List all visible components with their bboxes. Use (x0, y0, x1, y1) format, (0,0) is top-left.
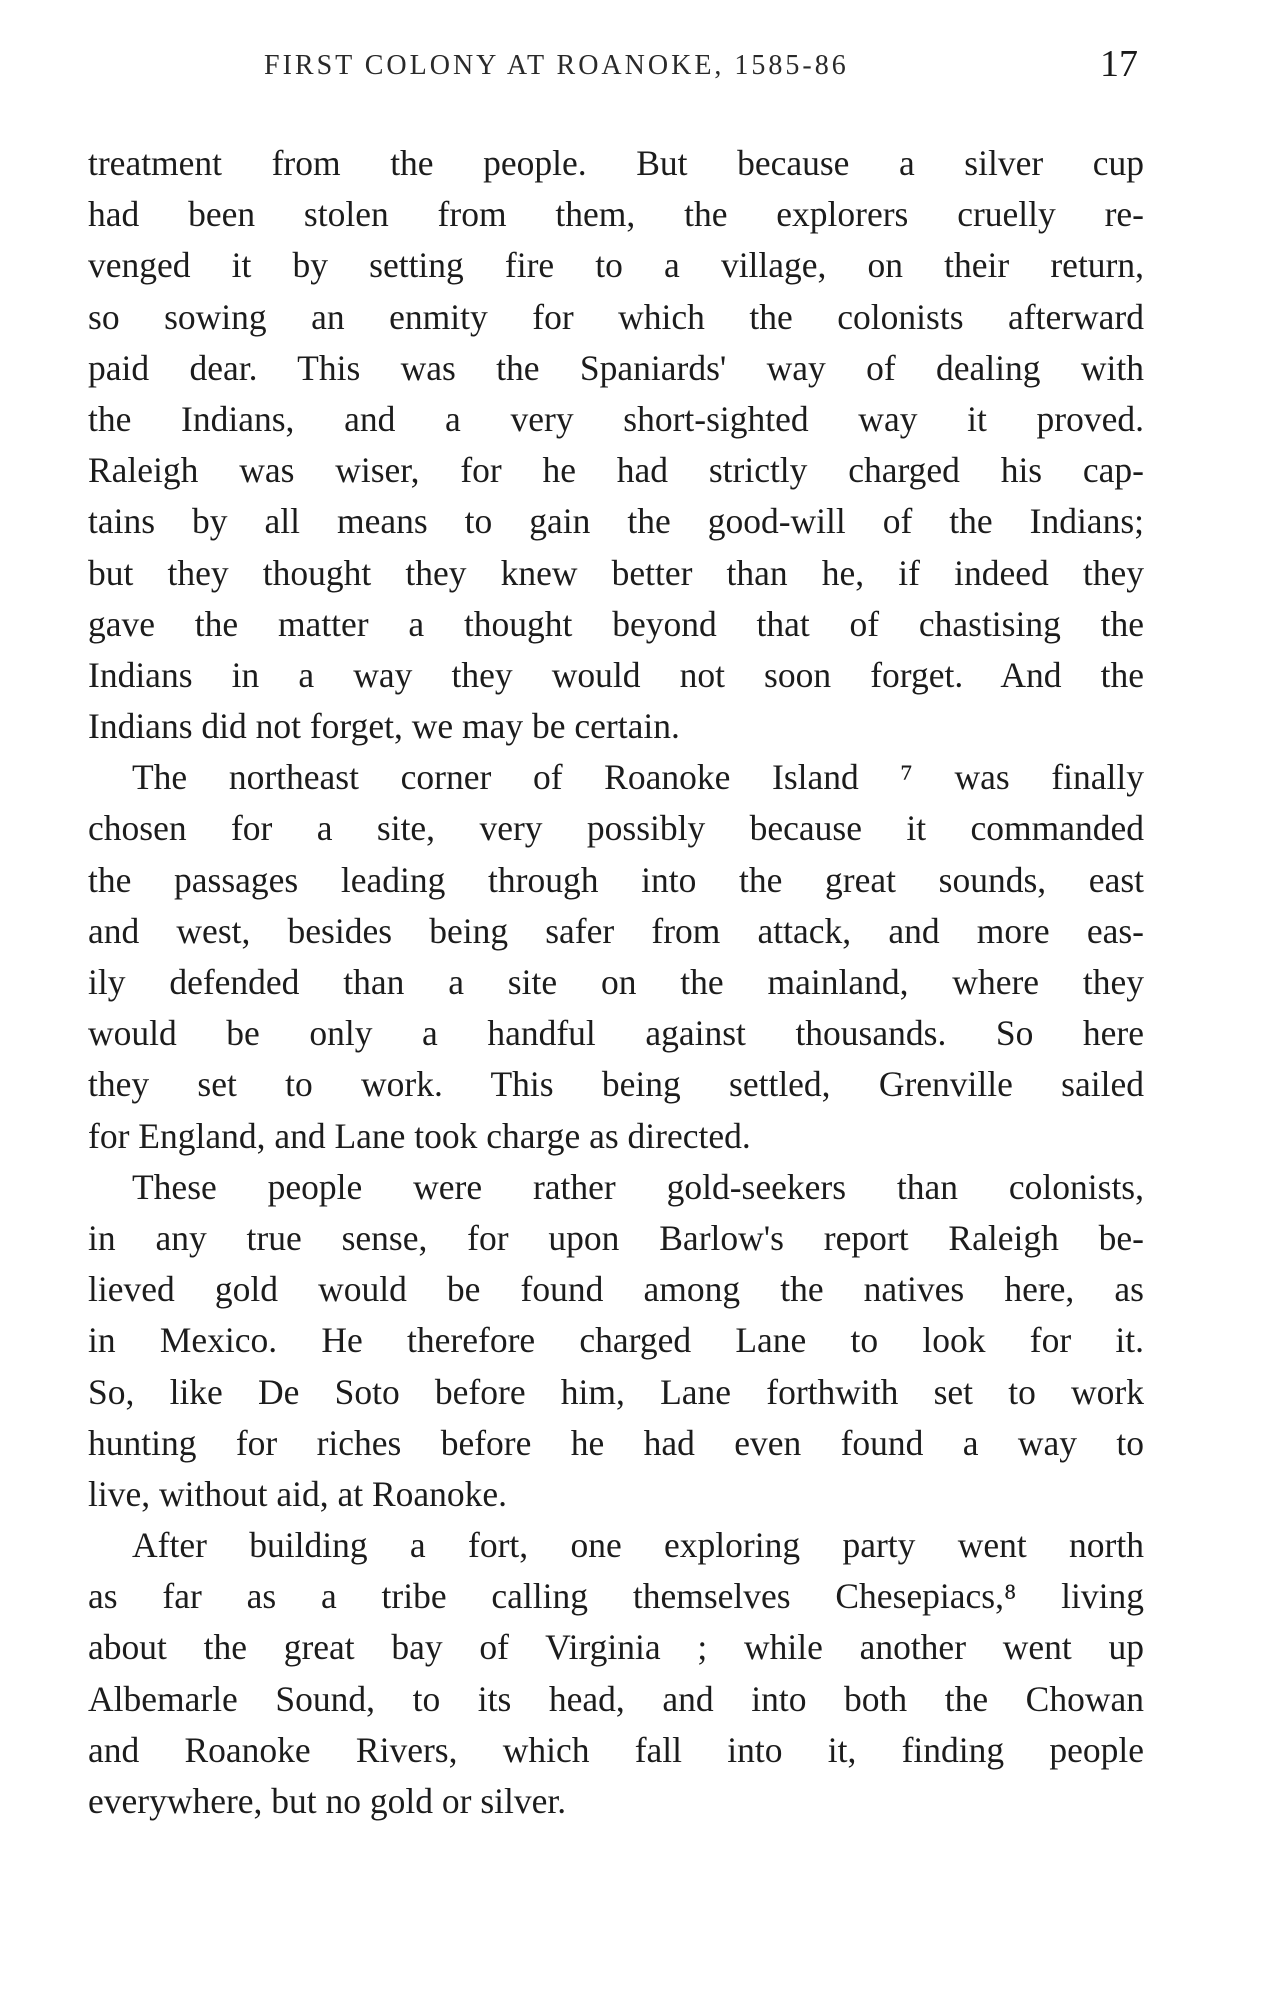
text-line: Indians did not forget, we may be certain. (88, 706, 680, 747)
text-line: paid dear. This was the Spaniards' way of dealing with (88, 347, 1144, 388)
text-line: but they thought they knew better than he, if indeed they (88, 552, 1144, 593)
text-line: everywhere, but no gold or silver. (88, 1781, 567, 1821)
text-line: they set to work. This being settled, Grenville sailed (88, 1064, 1144, 1105)
text-line: about the great bay of Virginia ; while another went up (88, 1627, 1144, 1668)
paragraph (88, 1162, 1144, 1520)
text-line: These people were rather gold-seekers than colonists, (132, 1166, 1144, 1207)
text-line: Indians in a way they would not soon forget. And the (88, 654, 1144, 695)
paragraph (88, 1520, 1144, 1827)
text-line: venged it by setting fire to a village, on their return, (88, 245, 1144, 286)
text-line: for England, and Lane took charge as directed. (88, 1115, 751, 1156)
text-line: tains by all means to gain the good-will of the Indians; (88, 501, 1144, 542)
text-line: So, like De Soto before him, Lane forthwith set to work (88, 1371, 1144, 1412)
text-line: chosen for a site, very possibly because it commanded (88, 808, 1144, 849)
text-line: Raleigh was wiser, for he had strictly charged his cap- (88, 450, 1144, 491)
text-line: would be only a handful against thousands. So here (88, 1013, 1144, 1054)
text-line: After building a fort, one exploring party went north (132, 1525, 1144, 1566)
page-number: 17 (1100, 43, 1138, 85)
text-line: as far as a tribe calling themselves Chesepiacs,⁸ living (88, 1576, 1144, 1617)
paragraph (88, 138, 1144, 752)
text-line: The northeast corner of Roanoke Island ⁷ was finally (132, 757, 1144, 798)
text-line: so sowing an enmity for which the colonists afterward (88, 296, 1144, 337)
running-title: FIRST COLONY AT ROANOKE, 1585-86 (264, 50, 849, 81)
text-line: the passages leading through into the great sounds, east (88, 859, 1144, 900)
text-line: and west, besides being safer from attack, and more eas- (88, 910, 1144, 951)
text-line: treatment from the people. But because a silver cup (88, 143, 1144, 183)
running-head (88, 40, 1144, 94)
text-line: in any true sense, for upon Barlow's report Raleigh be- (88, 1217, 1144, 1258)
paragraph (88, 752, 1144, 1162)
text-line: ily defended than a site on the mainland, where they (88, 962, 1144, 1002)
text-line: live, without aid, at Roanoke. (88, 1473, 508, 1514)
text-line: Albemarle Sound, to its head, and into both the Chowan (88, 1678, 1144, 1719)
text-line: the Indians, and a very short-sighted way it proved. (88, 398, 1144, 439)
text-line: and Roanoke Rivers, which fall into it, finding people (88, 1729, 1144, 1770)
text-line: lieved gold would be found among the natives here, as (88, 1269, 1144, 1310)
text-line: in Mexico. He therefore charged Lane to look for it. (88, 1320, 1144, 1361)
text-line: had been stolen from them, the explorers cruelly re- (88, 194, 1144, 235)
text-line: hunting for riches before he had even found a way to (88, 1422, 1144, 1463)
text-line: gave the matter a thought beyond that of chastising the (88, 603, 1144, 644)
body-text (88, 138, 1144, 1827)
